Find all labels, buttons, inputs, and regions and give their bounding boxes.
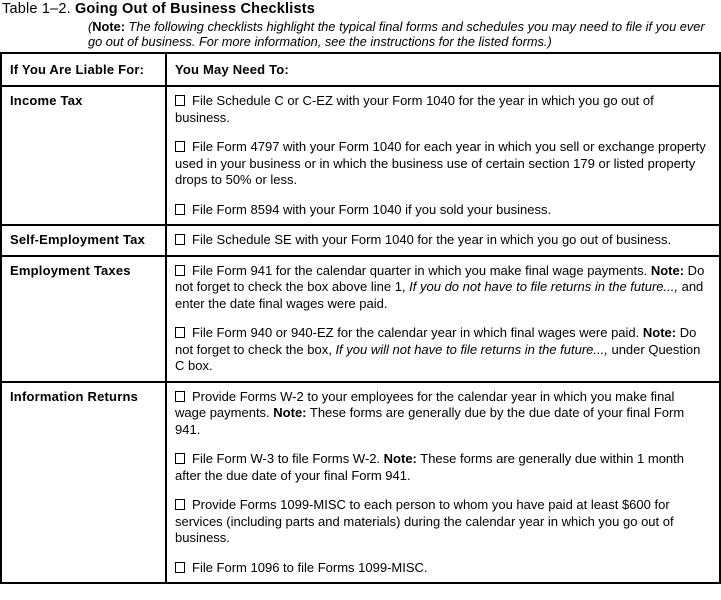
checklist-item	[175, 389, 709, 439]
checklist-item	[175, 202, 709, 219]
item-note-label: Note:	[642, 325, 677, 340]
checkbox-icon	[175, 499, 185, 510]
row-label-income-tax: Income Tax	[1, 86, 166, 225]
item-text: Provide Forms W-2 to your employees for the calendar year in which you make final wage payments.	[175, 388, 675, 420]
checkbox-icon	[175, 453, 185, 464]
checkbox-icon	[175, 391, 185, 402]
note-body: The following checklists highlight the typical final forms and schedules you may need to file if you ever go out of business. For more information, see the instructions for the listed forms.)	[88, 19, 705, 49]
checklist-item	[175, 232, 709, 249]
row-label-information-returns: Information Returns	[1, 382, 166, 584]
checklist-item	[175, 93, 709, 126]
item-quoted-text: If you will not have to file returns in the future...,	[335, 341, 608, 357]
item-text: File Form W-3 to file Forms W-2.	[192, 451, 384, 466]
item-text: File Form 941 for the calendar quarter in which you make final wage payments.	[192, 262, 651, 278]
item-text: These forms are generally due by the due date of your final Form 941.	[175, 405, 685, 437]
table-number: Table 1–2.	[2, 1, 71, 17]
item-text: File Schedule SE with your Form 1040 for the year in which you go out of business.	[192, 232, 672, 247]
item-quoted-text: If you do not have to file returns in the future...,	[409, 279, 678, 294]
row-items-income-tax	[166, 86, 720, 225]
item-text: File Form 940 or 940-EZ for the calendar year in which final wages were paid.	[192, 325, 643, 340]
col-header-liable-for: If You Are Liable For:	[1, 53, 166, 86]
checkbox-icon	[175, 265, 185, 276]
item-note-label: Note:	[273, 405, 307, 420]
table-row-information-returns	[1, 382, 720, 584]
note-open-paren: (	[88, 19, 93, 34]
checklist-item	[175, 560, 709, 577]
item-text: File Form 8594 with your Form 1040 if you sold your business.	[192, 201, 552, 217]
checkbox-icon	[175, 562, 185, 573]
item-text: These forms are generally due within 1 month after the due date of your final Form 941.	[175, 451, 684, 483]
table-name: Going Out of Business Checklists	[74, 1, 316, 17]
table-row-self-employment-tax	[1, 225, 720, 256]
item-text: and enter the date final wages were paid.	[175, 279, 704, 311]
checklist-item	[175, 139, 709, 189]
item-text: Do not forget to check the box,	[175, 325, 697, 357]
checkbox-icon	[175, 234, 185, 245]
table-row-employment-taxes	[1, 256, 720, 382]
checklist-item	[175, 325, 709, 375]
checklist-item	[175, 263, 709, 313]
table-row-income-tax	[1, 86, 720, 225]
table-title	[0, 0, 721, 18]
item-text: Provide Forms 1099-MISC to each person to whom you have paid at least $600 for services (including parts and materials) during the calendar year in which you go out of business.	[175, 497, 674, 545]
checkbox-icon	[175, 204, 185, 215]
item-text: under Question C box.	[175, 341, 701, 373]
row-label-employment-taxes: Employment Taxes	[1, 256, 166, 382]
col-header-may-need-to: You May Need To:	[166, 53, 720, 86]
checklist-table	[0, 52, 721, 584]
note-label: Note:	[92, 19, 125, 34]
item-text: File Schedule C or C-EZ with your Form 1040 for the year in which you go out of business.	[175, 93, 654, 125]
header-row	[1, 53, 720, 86]
item-note-label: Note:	[383, 451, 417, 466]
item-text: File Form 1096 to file Forms 1099-MISC.	[192, 559, 428, 575]
checklist-item	[175, 497, 709, 547]
table-note	[88, 19, 708, 49]
checkbox-icon	[175, 327, 185, 338]
table-body	[1, 86, 720, 583]
row-items-information-returns	[166, 382, 720, 584]
row-label-self-employment-tax: Self-Employment Tax	[1, 225, 166, 256]
checklist-item	[175, 451, 709, 484]
row-items-self-employment-tax	[166, 225, 720, 256]
item-note-label: Note:	[650, 262, 685, 278]
row-items-employment-taxes	[166, 256, 720, 382]
item-text: Do not forget to check the box above line 1,	[175, 262, 705, 294]
checkbox-icon	[175, 141, 185, 152]
checkbox-icon	[175, 95, 185, 106]
item-text: File Form 4797 with your Form 1040 for each year in which you sell or exchange property used in your business or in which the business use of certain section 179 or listed property drops to 50% or less.	[175, 139, 706, 187]
